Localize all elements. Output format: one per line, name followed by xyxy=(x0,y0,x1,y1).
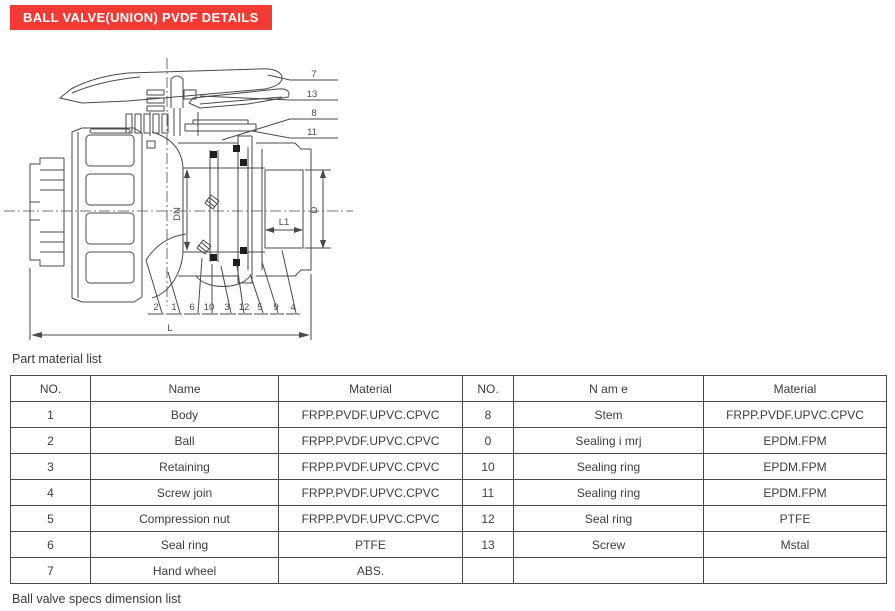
cell-material xyxy=(704,558,887,584)
cell-material: FRPP.PVDF.UPVC.CPVC xyxy=(279,506,463,532)
cell-name: Compression nut xyxy=(91,506,279,532)
dn-label: DN xyxy=(172,207,183,221)
part-material-list-label: Part material list xyxy=(12,352,102,366)
cell-no: 13 xyxy=(463,532,514,558)
callout-6: 6 xyxy=(189,302,195,313)
cell-no: 8 xyxy=(463,402,514,428)
cell-material: EPDM.FPM xyxy=(704,454,887,480)
col-header-material: Material xyxy=(279,376,463,402)
col-header-name: Name xyxy=(91,376,279,402)
cell-no: 10 xyxy=(463,454,514,480)
cell-material: FRPP.PVDF.UPVC.CPVC xyxy=(279,402,463,428)
cell-name: Hand wheel xyxy=(91,558,279,584)
compression-nut xyxy=(72,128,142,302)
cell-material: FRPP.PVDF.UPVC.CPVC xyxy=(704,402,887,428)
callouts-right xyxy=(200,69,338,140)
cell-no: 12 xyxy=(463,506,514,532)
cell-no xyxy=(463,558,514,584)
table-row xyxy=(11,506,887,532)
threaded-end-connector xyxy=(30,158,64,266)
cell-material: PTFE xyxy=(704,506,887,532)
cell-material: EPDM.FPM xyxy=(704,480,887,506)
callout-8: 8 xyxy=(311,108,317,119)
l-label: L xyxy=(167,323,173,334)
callout-3: 3 xyxy=(224,302,230,313)
cell-name: Stem xyxy=(514,402,704,428)
col-header-material-2: Material xyxy=(704,376,887,402)
dimension-l1 xyxy=(265,217,303,233)
cell-material: FRPP.PVDF.UPVC.CPVC xyxy=(279,454,463,480)
cell-material: Mstal xyxy=(704,532,887,558)
table-row xyxy=(11,454,887,480)
callouts-bottom xyxy=(146,234,300,314)
cell-name: Sealing ring xyxy=(514,480,704,506)
cell-name: Sealing ring xyxy=(514,454,704,480)
hand-wheel xyxy=(60,69,289,108)
cell-name: Body xyxy=(91,402,279,428)
cell-material: FRPP.PVDF.UPVC.CPVC xyxy=(279,480,463,506)
cell-no: 2 xyxy=(11,428,91,454)
cell-name: Screw join xyxy=(91,480,279,506)
col-header-no: NO. xyxy=(11,376,91,402)
cell-no: 0 xyxy=(463,428,514,454)
col-header-no-2: NO. xyxy=(463,376,514,402)
table-row xyxy=(11,558,887,584)
table-row xyxy=(11,402,887,428)
callout-4: 4 xyxy=(290,302,296,313)
callout-5: 5 xyxy=(257,302,263,313)
cell-no: 6 xyxy=(11,532,91,558)
page-title: BALL VALVE(UNION) PVDF DETAILS xyxy=(10,5,272,30)
callout-7: 7 xyxy=(311,69,317,80)
d-label: D xyxy=(309,206,320,214)
callout-1: 1 xyxy=(171,302,177,313)
callout-13: 13 xyxy=(306,89,318,100)
callout-11: 11 xyxy=(307,127,317,138)
cell-name: Retaining xyxy=(91,454,279,480)
sealing-ring-housing xyxy=(185,124,256,131)
table-header-row xyxy=(11,376,887,402)
ball-valve-section-diagram xyxy=(0,52,360,352)
table-row xyxy=(11,532,887,558)
callout-12: 12 xyxy=(238,302,250,313)
part-material-table xyxy=(10,375,887,584)
cell-no: 7 xyxy=(11,558,91,584)
table-row xyxy=(11,428,887,454)
cell-name: Seal ring xyxy=(91,532,279,558)
seal-markers xyxy=(197,145,247,266)
cell-name: Ball xyxy=(91,428,279,454)
cell-no: 3 xyxy=(11,454,91,480)
cell-no: 5 xyxy=(11,506,91,532)
callout-2: 2 xyxy=(153,302,159,313)
cell-material: FRPP.PVDF.UPVC.CPVC xyxy=(279,428,463,454)
cell-no: 11 xyxy=(463,480,514,506)
stem-assembly xyxy=(126,76,198,136)
callout-9: 9 xyxy=(273,302,279,313)
socket-bore xyxy=(265,170,303,248)
dimension-d xyxy=(305,169,331,249)
dimension-list-label: Ball valve specs dimension list xyxy=(12,592,181,606)
col-header-name-2: N am e xyxy=(514,376,704,402)
dimension-dn xyxy=(172,169,190,251)
callout-10: 10 xyxy=(203,302,215,313)
cell-name: Seal ring xyxy=(514,506,704,532)
valve-drawing-svg xyxy=(0,52,360,352)
cell-material: PTFE xyxy=(279,532,463,558)
cell-material: ABS. xyxy=(279,558,463,584)
cell-material: EPDM.FPM xyxy=(704,428,887,454)
cell-name: Screw xyxy=(514,532,704,558)
cell-name: Sealing i mrj xyxy=(514,428,704,454)
cell-no: 1 xyxy=(11,402,91,428)
cell-no: 4 xyxy=(11,480,91,506)
cell-name xyxy=(514,558,704,584)
table-row xyxy=(11,480,887,506)
l1-label: L1 xyxy=(278,217,290,228)
